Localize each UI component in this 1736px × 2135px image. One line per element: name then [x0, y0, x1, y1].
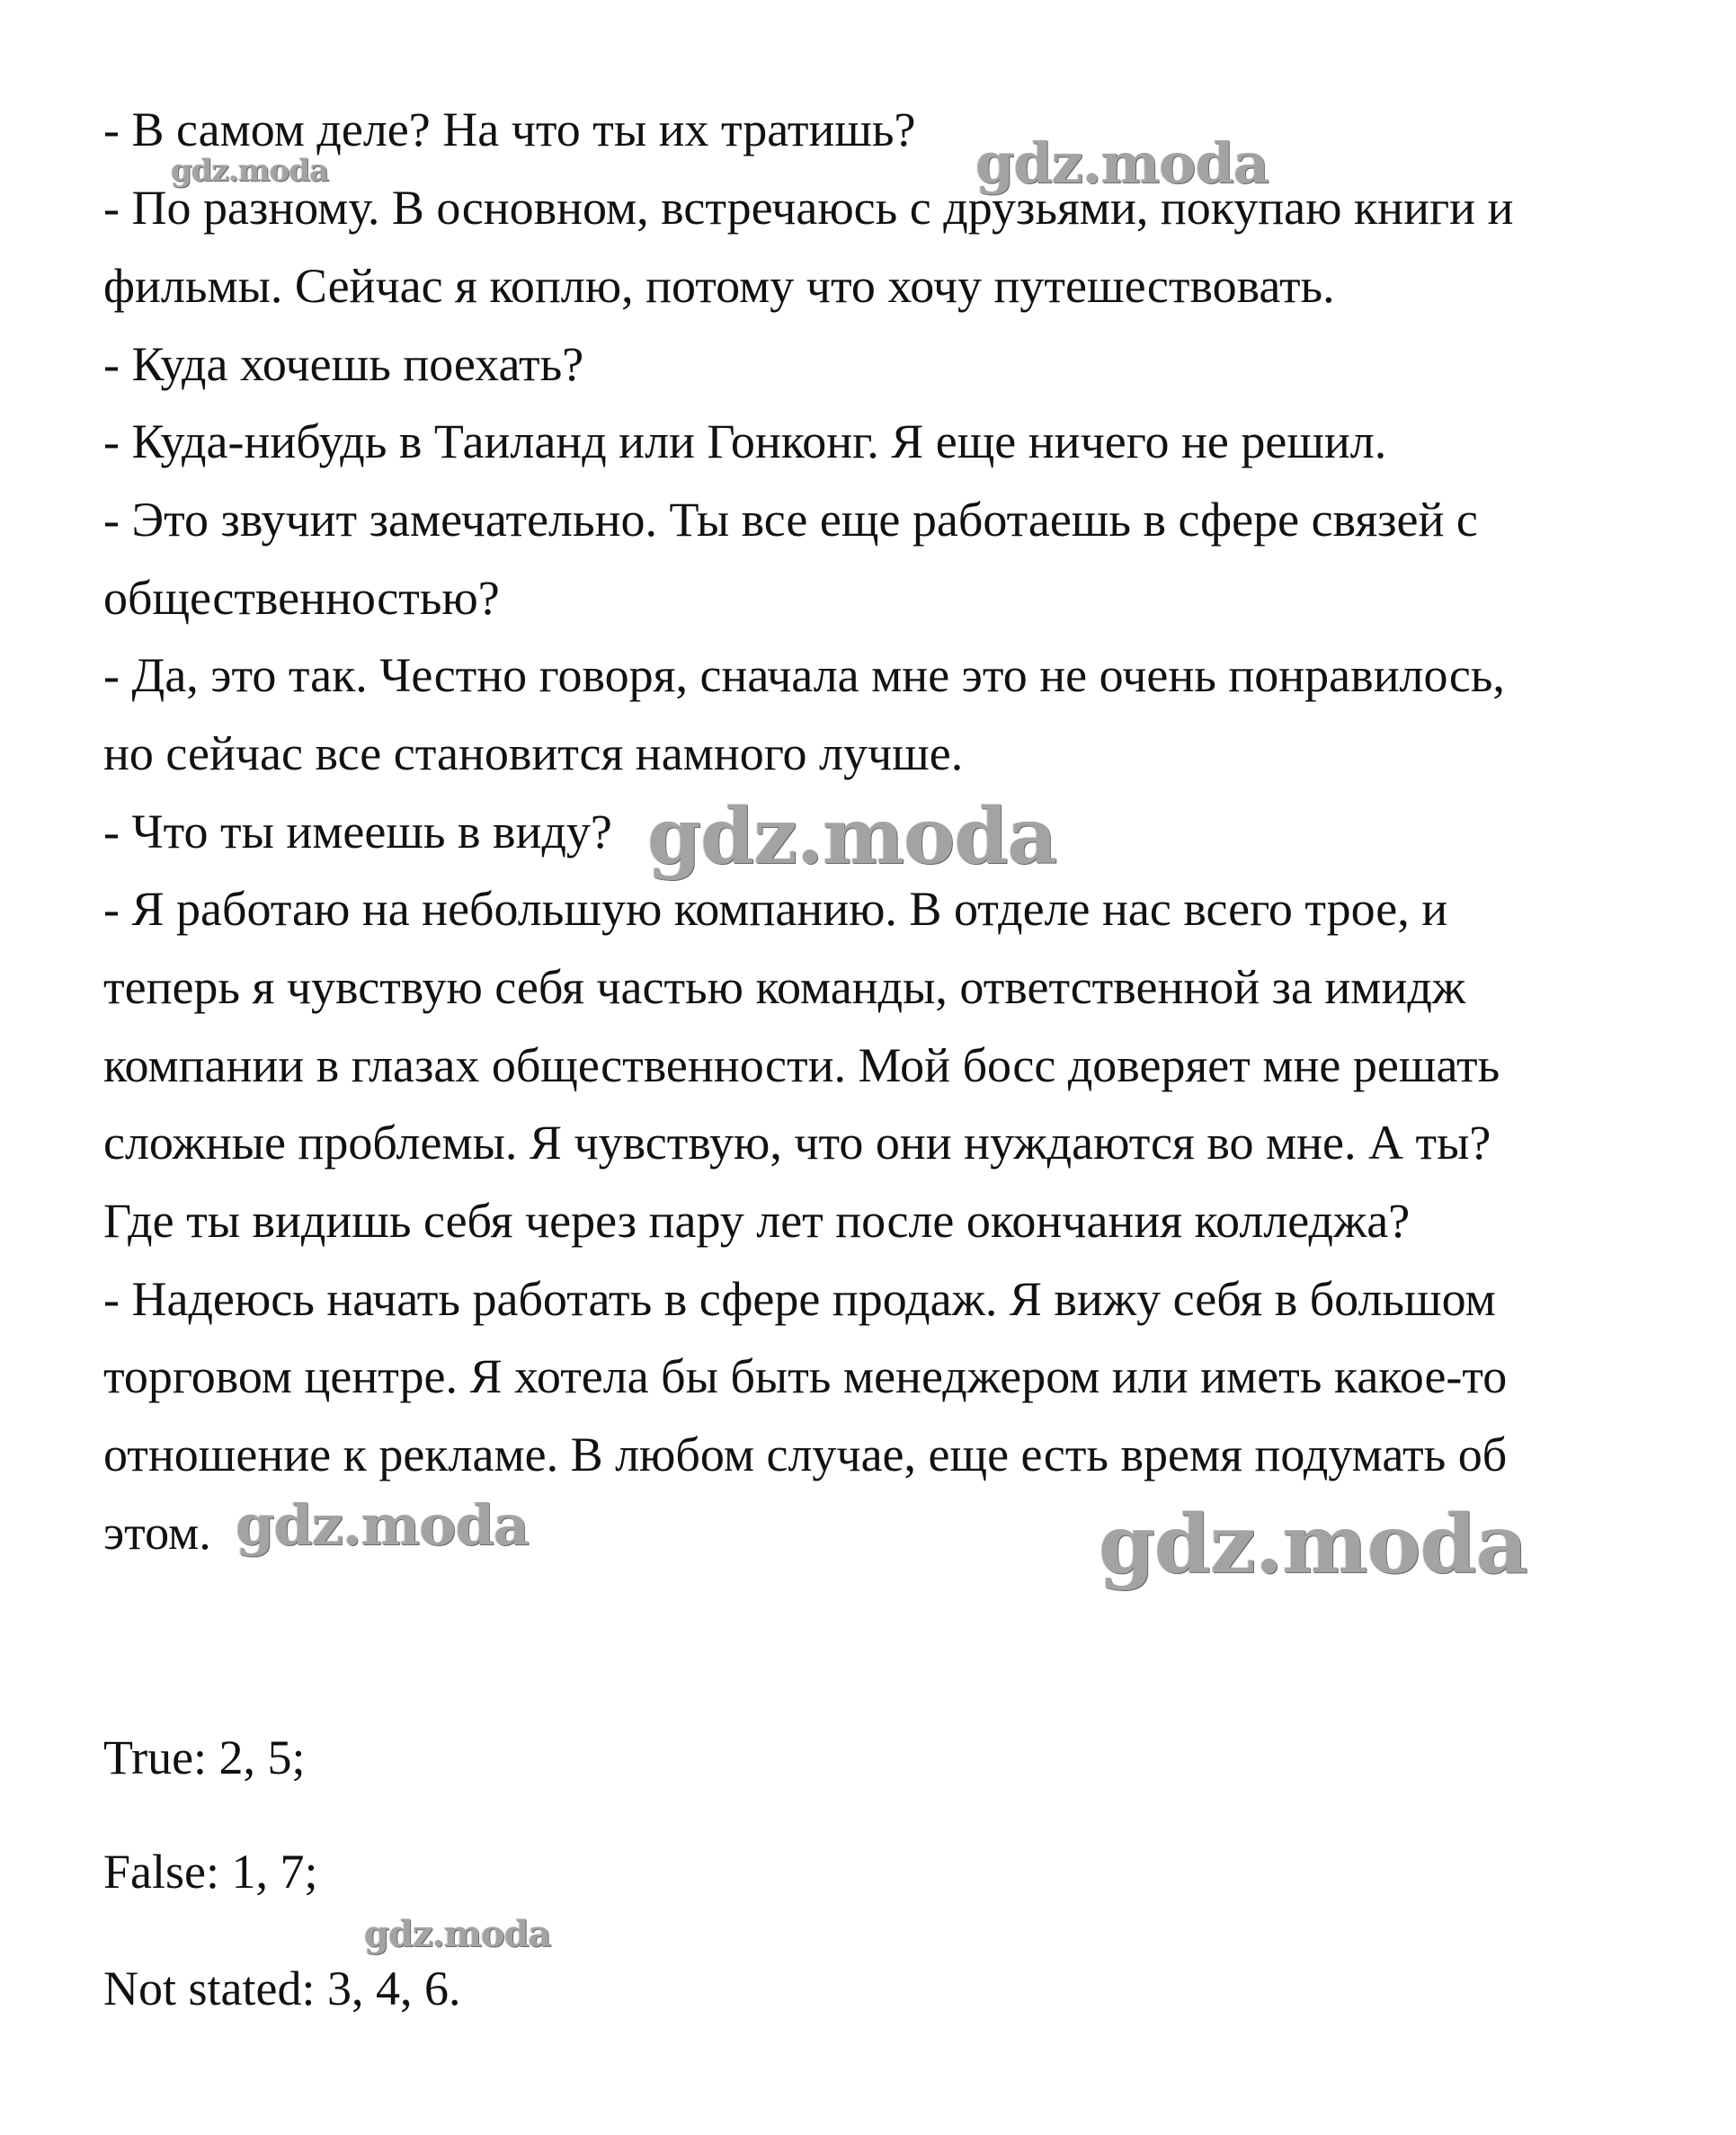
dialogue-line: общественностью? — [103, 571, 500, 625]
dialogue-line: этом. — [103, 1506, 211, 1560]
dialogue-line: - Я работаю на небольшую компанию. В отделе нас всего трое, и — [103, 882, 1448, 936]
watermark-logo: gdz.moda — [236, 1492, 529, 1558]
answer-not-stated: Not stated: 3, 4, 6. — [103, 1962, 461, 2015]
dialogue-line: теперь я чувствую себя частью команды, ответственной за имидж — [103, 960, 1466, 1014]
answer-true: True: 2, 5; — [103, 1730, 306, 1784]
watermark-logo: gdz.moda — [364, 1913, 551, 1955]
dialogue-line: компании в глазах общественности. Мой босс доверяет мне решать — [103, 1038, 1500, 1092]
dialogue-line: торговом центре. Я хотела бы быть менеджером или иметь какое-то — [103, 1349, 1508, 1403]
dialogue-line: - Куда хочешь поехать? — [103, 337, 584, 391]
dialogue-line: - Да, это так. Честно говоря, сначала мне это не очень понравилось, — [103, 648, 1505, 702]
dialogue-line: Где ты видишь себя через пару лет после окончания колледжа? — [103, 1194, 1411, 1248]
dialogue-line: - Это звучит замечательно. Ты все еще работаешь в сфере связей с — [103, 493, 1478, 547]
dialogue-line: отношение к рекламе. В любом случае, еще есть время подумать об — [103, 1428, 1508, 1481]
answer-false: False: 1, 7; — [103, 1845, 318, 1899]
dialogue-line: - В самом деле? На что ты их тратишь? — [103, 102, 916, 156]
watermark-logo: gdz.moda — [1099, 1497, 1527, 1592]
watermark-logo: gdz.moda — [171, 153, 329, 189]
dialogue-line: - По разному. В основном, встречаюсь с друзьями, покупаю книги и — [103, 181, 1514, 235]
dialogue-line: - Надеюсь начать работать в сфере продаж. Я вижу себя в большом — [103, 1272, 1496, 1326]
dialogue-line: сложные проблемы. Я чувствую, что они нуждаются во мне. А ты? — [103, 1116, 1491, 1170]
watermark-logo: gdz.moda — [647, 791, 1057, 882]
watermark-logo: gdz.moda — [975, 130, 1269, 196]
dialogue-line: - Куда-нибудь в Таиланд или Гонконг. Я еще ничего не решил. — [103, 414, 1387, 468]
dialogue-line: фильмы. Сейчас я коплю, потому что хочу путешествовать. — [103, 259, 1335, 313]
dialogue-line: но сейчас все становится намного лучше. — [103, 726, 964, 780]
dialogue-line: - Что ты имеешь в виду? — [103, 805, 612, 858]
